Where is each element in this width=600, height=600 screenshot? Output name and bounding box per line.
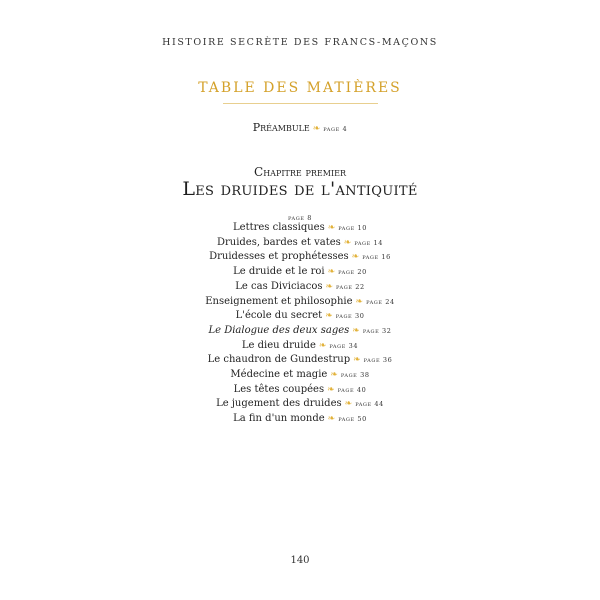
toc-entry-title: L'école du secret <box>235 310 323 322</box>
toc-entry-title: Médecine et magie <box>230 369 328 381</box>
toc-entry-title: Le Dialogue des deux sages <box>208 324 350 336</box>
toc-entry-page: page 14 <box>354 238 384 247</box>
toc-entry-title: Le jugement des druides <box>216 398 342 410</box>
toc-entry-list <box>0 221 600 427</box>
toc-entry-page: page 44 <box>355 400 384 409</box>
leaf-ornament-icon: ❧ <box>343 237 352 248</box>
toc-entry-page: page 50 <box>338 415 367 424</box>
page-number: 140 <box>290 555 310 566</box>
toc-entry <box>0 324 600 339</box>
toc-entry-page: page 20 <box>338 268 367 277</box>
chapter-kicker: Chapitre premier <box>254 165 346 179</box>
toc-entry-page: page 24 <box>366 297 395 306</box>
toc-entry <box>0 265 600 280</box>
toc-entry-title: Lettres classiques <box>233 222 325 233</box>
toc-entry-page: page 36 <box>363 356 393 365</box>
toc-entry-title: Le cas Diviciacos <box>235 280 323 292</box>
toc-entry-page: page 16 <box>362 253 391 262</box>
toc-entry-title: La fin d'un monde <box>233 413 325 425</box>
leaf-ornament-icon: ❧ <box>327 414 336 425</box>
toc-entry-title: Le chaudron de Gundestrup <box>207 354 351 366</box>
preamble-title: Préambule <box>252 121 310 134</box>
leaf-ornament-icon: ❧ <box>325 281 334 292</box>
leaf-ornament-icon: ❧ <box>352 325 360 336</box>
toc-entry <box>0 250 600 265</box>
preamble-page: page 4 <box>323 125 348 133</box>
leaf-ornament-icon: ❧ <box>355 296 364 307</box>
title-divider <box>223 103 378 104</box>
leaf-ornament-icon: ❧ <box>330 370 338 381</box>
toc-entry <box>0 221 600 236</box>
leaf-ornament-icon: ❧ <box>351 252 360 263</box>
toc-entry <box>0 368 600 383</box>
toc-entry-title: Les têtes coupées <box>233 383 325 395</box>
toc-entry-page: page 32 <box>362 326 392 335</box>
toc-entry-page: page 22 <box>336 282 365 291</box>
toc-entry-title: Druides, bardes et vates <box>216 236 341 248</box>
toc-entry <box>0 295 600 310</box>
leaf-ornament-icon: ❧ <box>318 340 327 351</box>
toc-entry-title: Le druide et le roi <box>233 266 325 278</box>
toc-entry <box>0 339 600 354</box>
toc-entry-page: page 10 <box>338 224 367 232</box>
chapter-title: Les druides de l'antiquité <box>182 178 418 200</box>
running-head: HISTOIRE SECRÈTE DES FRANCS-MAÇONS <box>162 37 438 48</box>
toc-title: TABLE DES MATIÈRES <box>198 80 402 96</box>
toc-entry <box>0 309 600 324</box>
leaf-ornament-icon: ❧ <box>312 124 321 134</box>
leaf-ornament-icon: ❧ <box>344 399 353 410</box>
preamble-entry <box>0 121 600 134</box>
toc-entry <box>0 236 600 251</box>
leaf-ornament-icon: ❧ <box>327 267 336 278</box>
toc-entry <box>0 280 600 295</box>
toc-entry-page: page 34 <box>329 341 359 350</box>
leaf-ornament-icon: ❧ <box>325 311 333 322</box>
leaf-ornament-icon: ❧ <box>327 384 335 395</box>
toc-entry-title: Le dieu druide <box>241 339 316 351</box>
toc-entry-page: page 30 <box>335 312 365 321</box>
toc-entry-page: page 38 <box>340 371 370 380</box>
leaf-ornament-icon: ❧ <box>327 223 336 233</box>
toc-entry-title: Enseignement et philosophie <box>205 295 353 307</box>
toc-entry <box>0 353 600 368</box>
toc-entry <box>0 383 600 398</box>
toc-entry <box>0 397 600 412</box>
toc-entry <box>0 412 600 427</box>
toc-entry-page: page 40 <box>337 385 367 394</box>
leaf-ornament-icon: ❧ <box>353 355 361 366</box>
toc-entry-title: Druidesses et prophétesses <box>209 251 349 263</box>
chapter-page-label: page 8 <box>288 214 312 222</box>
